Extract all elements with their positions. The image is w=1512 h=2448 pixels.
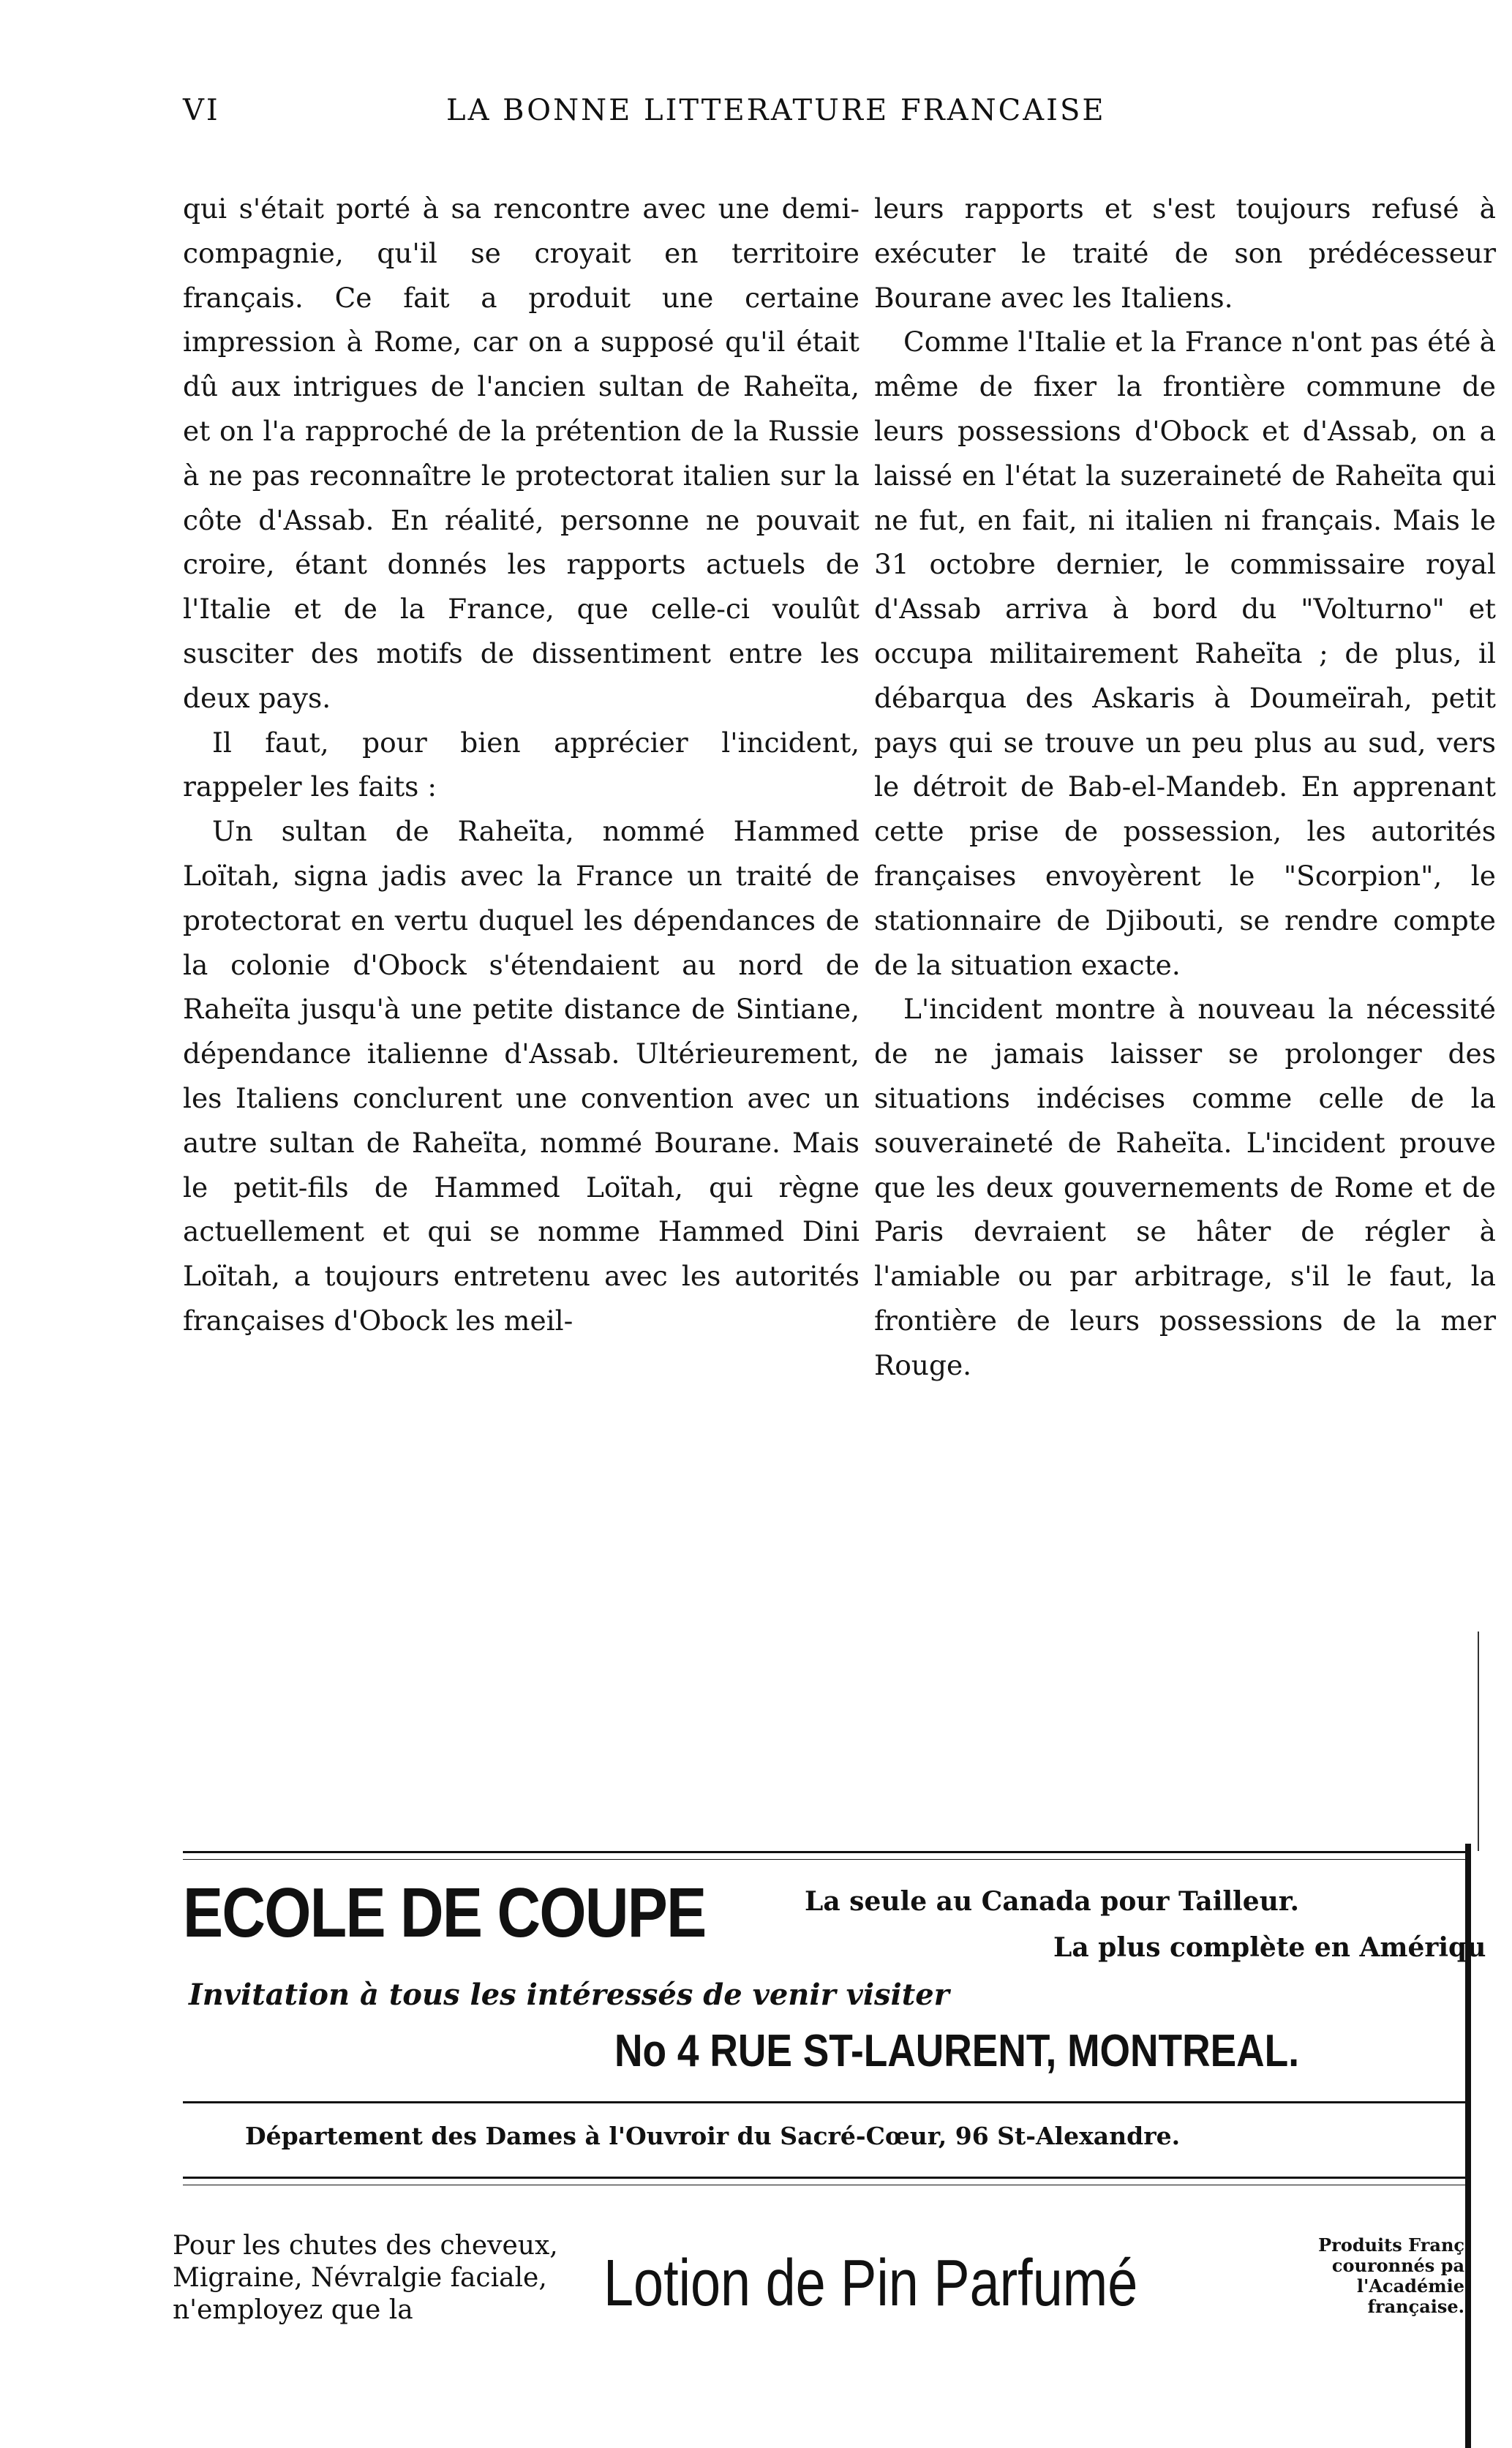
ad-top-rule [183, 1851, 1467, 1853]
lotion-usage-line: Migraine, Névralgie faciale, [173, 2263, 547, 2293]
lotion-award-text [1282, 2235, 1464, 2317]
ecole-tagline-2: La plus complète en Amériqu [1053, 1932, 1486, 1963]
ad-top-rule-thin [183, 1859, 1467, 1860]
ad-mid-rule-2 [183, 2177, 1467, 2179]
ecole-de-coupe-title: ECOLE DE COUPE [183, 1874, 706, 1952]
lotion-usage-line: n'employez que la [173, 2295, 413, 2325]
page-number: VI [183, 94, 220, 127]
running-title: LA BONNE LITTERATURE FRANCAISE [446, 94, 1106, 127]
article-paragraph: Comme l'Italie et la France n'ont pas été à même de fixer la frontière commune de leurs possessions d'Obock et d'Assab, on a laissé en l'état la suzeraineté de Raheïta qui ne fut, en fait, ni italien ni français. Mais le 31 octobre dernier, le commissaire royal d'Assab arriva à bord du "Volturno" et occupa militairement Raheïta ; de plus, il débarqua des Askaris à Doumeïrah, petit pays qui se trouve un peu plus au sud, vers le détroit de Bab-el-Mandeb. En apprenant cette prise de possession, les autorités françaises envoyèrent le "Scorpion", le stationnaire de Djibouti, se rendre compte de la situation exacte. [874, 326, 1496, 981]
article-paragraph: L'incident montre à nouveau la nécessité de ne jamais laisser se prolonger des situations indécises comme celle de la souveraineté de Raheïta. L'incident prouve que les deux gouvernements de Rome et de Paris devraient se hâter de régler à l'amiable ou par arbitrage, s'il le faut, la frontière de leurs possessions de la mer Rouge. [874, 993, 1496, 1381]
article-left-column [183, 187, 860, 1343]
dept-dames-notice: Département des Dames à l'Ouvroir du Sacré-Cœur, 96 St-Alexandre. [245, 2122, 1181, 2150]
ecole-address: No 4 RUE ST-LAURENT, MONTREAL. [614, 2026, 1300, 2076]
lotion-usage-line: Pour les chutes des cheveux, [173, 2231, 558, 2261]
ad-border-vertical-thin [1478, 1632, 1479, 1851]
page-header [183, 94, 1222, 138]
article-right-column [874, 187, 1496, 1388]
ad-mid-rule [183, 2101, 1467, 2103]
article-paragraph: qui s'était porté à sa rencontre avec une demi-compagnie, qu'il se croyait en territoire français. Ce fait a produit une certaine impression à Rome, car on a supposé qu'il était dû aux intrigues de l'ancien sultan de Raheïta, et on l'a rapproché de la prétention de la Russie à ne pas reconnaître le protectorat italien sur la côte d'Assab. En réalité, personne ne pouvait croire, étant donnés les rapports actuels de l'Italie et de la France, que celle-ci voulût susciter des motifs de dissentiment entre les deux pays. [183, 192, 860, 714]
lotion-award-line: l'Académie [1356, 2275, 1464, 2297]
lotion-award-line: française. [1367, 2296, 1464, 2317]
article-paragraph: leurs rapports et s'est toujours refusé à exécuter le traité de son prédécesseur Bourane avec les Italiens. [874, 192, 1496, 314]
ecole-tagline-1: La seule au Canada pour Tailleur. [805, 1886, 1300, 1917]
lotion-usage-text [173, 2230, 612, 2327]
article-paragraph: Il faut, pour bien apprécier l'incident, rappeler les faits : [183, 726, 860, 803]
article-paragraph: Un sultan de Raheïta, nommé Hammed Loïtah, signa jadis avec la France un traité de protectorat en vertu duquel les dépendances de la colonie d'Obock s'étendaient au nord de Raheïta jusqu'à une petite distance de Sintiane, dépendance italienne d'Assab. Ultérieurement, les Italiens conclurent une convention avec un autre sultan de Raheïta, nommé Bourane. Mais le petit-fils de Hammed Loïtah, qui règne actuellement et qui se nomme Hammed Dini Loïtah, a toujours entretenu avec les autorités françaises d'Obock les meil- [183, 815, 860, 1337]
lotion-award-line: couronnés pa [1331, 2255, 1464, 2276]
lotion-title: Lotion de Pin Parfumé [603, 2247, 1138, 2320]
lotion-award-line: Produits Franç [1318, 2234, 1464, 2256]
ecole-invitation: Invitation à tous les intéressés de venir visiter [189, 1978, 949, 2012]
